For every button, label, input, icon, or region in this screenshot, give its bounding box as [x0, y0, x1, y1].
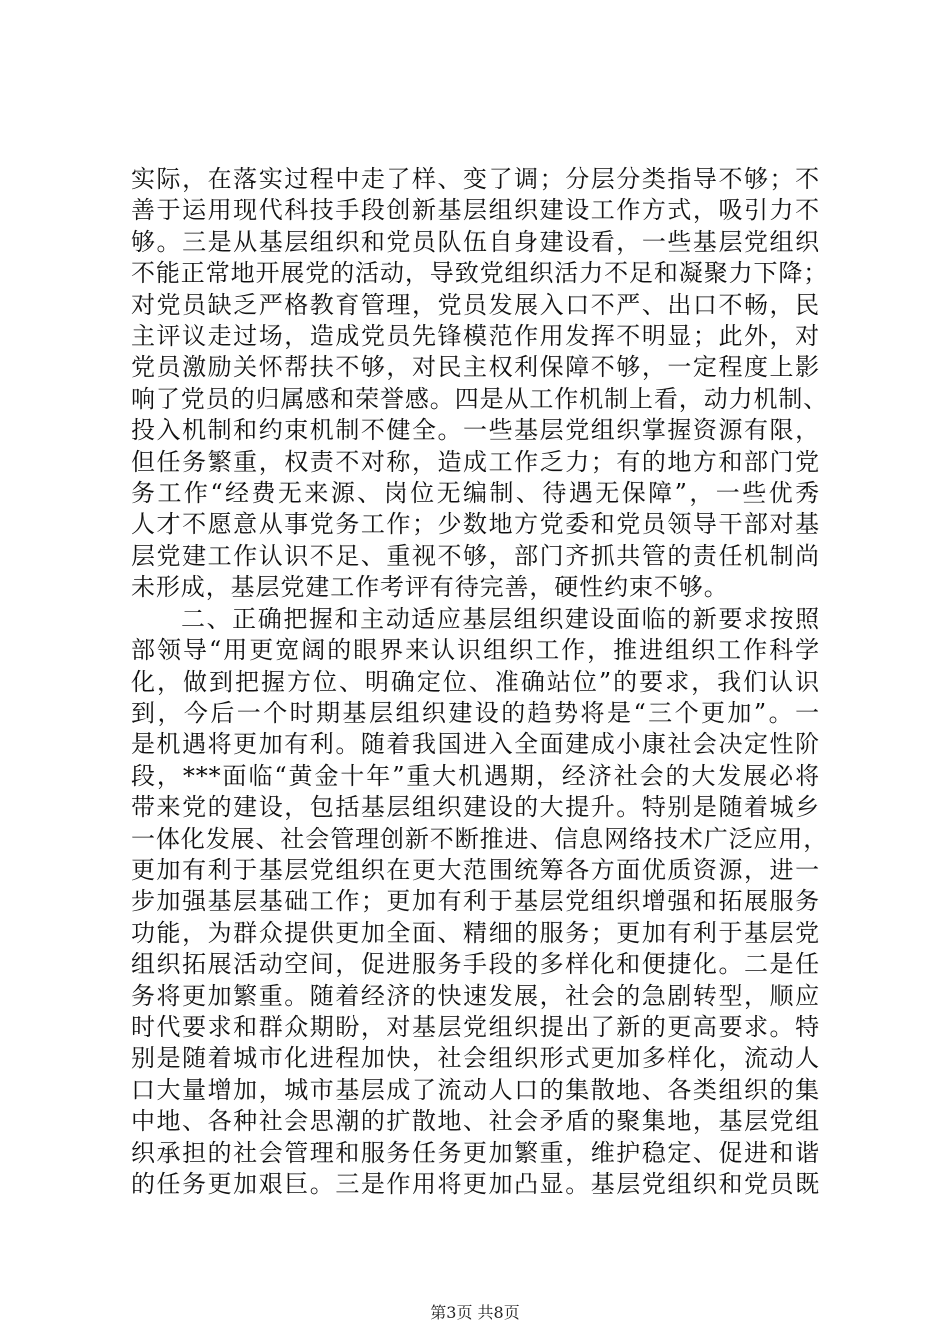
text-line: 中地、各种社会思潮的扩散地、社会矛盾的聚集地，基层党组 — [131, 1107, 820, 1136]
text-line: 人才不愿意从事党务工作；少数地方党委和党员领导干部对基 — [131, 510, 820, 539]
text-line: 别是随着城市化进程加快，社会组织形式更加多样化，流动人 — [131, 1044, 820, 1073]
text-line: 但任务繁重，权责不对称，造成工作乏力；有的地方和部门党 — [131, 447, 820, 476]
text-line: 善于运用现代科技手段创新基层组织建设工作方式，吸引力不 — [131, 196, 820, 225]
paragraph-start-line: 二、正确把握和主动适应基层组织建设面临的新要求按照 — [181, 604, 820, 633]
text-line: 实际，在落实过程中走了样、变了调；分层分类指导不够；不 — [131, 165, 820, 193]
text-line: 响了党员的归属感和荣誉感。四是从工作机制上看，动力机制、 — [131, 384, 829, 413]
text-line: 是机遇将更加有利。随着我国进入全面建成小康社会决定性阶 — [131, 730, 820, 759]
text-line: 务工作“经费无来源、岗位无编制、待遇无保障”，一些优秀 — [131, 479, 820, 508]
text-line: 功能，为群众提供更加全面、精细的服务；更加有利于基层党 — [131, 918, 820, 947]
text-line: 段，***面临“黄金十年”重大机遇期，经济社会的大发展必将 — [131, 761, 820, 790]
text-line: 未形成，基层党建工作考评有待完善，硬性约束不够。 — [131, 573, 729, 602]
text-line: 口大量增加，城市基层成了流动人口的集散地、各类组织的集 — [131, 1075, 820, 1104]
text-line: 到，今后一个时期基层组织建设的趋势将是“三个更加”。一 — [131, 698, 820, 727]
text-line: 对党员缺乏严格教育管理，党员发展入口不严、出口不畅，民 — [131, 290, 820, 319]
text-line: 党员激励关怀帮扶不够，对民主权利保障不够，一定程度上影 — [131, 353, 820, 382]
text-line: 够。三是从基层组织和党员队伍自身建设看，一些基层党组织 — [131, 227, 820, 256]
text-line: 组织拓展活动空间，促进服务手段的多样化和便捷化。二是任 — [131, 950, 820, 979]
text-line: 时代要求和群众期盼，对基层党组织提出了新的更高要求。特 — [131, 1012, 820, 1041]
text-line: 步加强基层基础工作；更加有利于基层党组织增强和拓展服务 — [131, 887, 820, 916]
text-line: 带来党的建设，包括基层组织建设的大提升。特别是随着城乡 — [131, 793, 820, 822]
body-text — [131, 164, 829, 1200]
text-line: 层党建工作认识不足、重视不够，部门齐抓共管的责任机制尚 — [131, 541, 820, 570]
text-line: 部领导“用更宽阔的眼界来认识组织工作，推进组织工作科学 — [131, 636, 820, 665]
text-line: 主评议走过场，造成党员先锋模范作用发挥不明显；此外，对 — [131, 322, 820, 351]
text-line: 不能正常地开展党的活动，导致党组织活力不足和凝聚力下降； — [131, 259, 829, 288]
text-line: 投入机制和约束机制不健全。一些基层党组织掌握资源有限， — [131, 416, 820, 445]
text-line: 织承担的社会管理和服务任务更加繁重，维护稳定、促进和谐 — [131, 1138, 820, 1167]
text-line: 务将更加繁重。随着经济的快速发展，社会的急剧转型，顺应 — [131, 981, 820, 1010]
text-line: 更加有利于基层党组织在更大范围统筹各方面优质资源，进一 — [131, 855, 820, 884]
text-line: 的任务更加艰巨。三是作用将更加凸显。基层党组织和党员既 — [131, 1170, 820, 1198]
text-line: 一体化发展、社会管理创新不断推进、信息网络技术广泛应用， — [131, 824, 829, 853]
page-footer: 第3页 共8页 — [430, 1303, 520, 1322]
text-line: 化，做到把握方位、明确定位、准确站位”的要求，我们认识 — [131, 667, 820, 696]
